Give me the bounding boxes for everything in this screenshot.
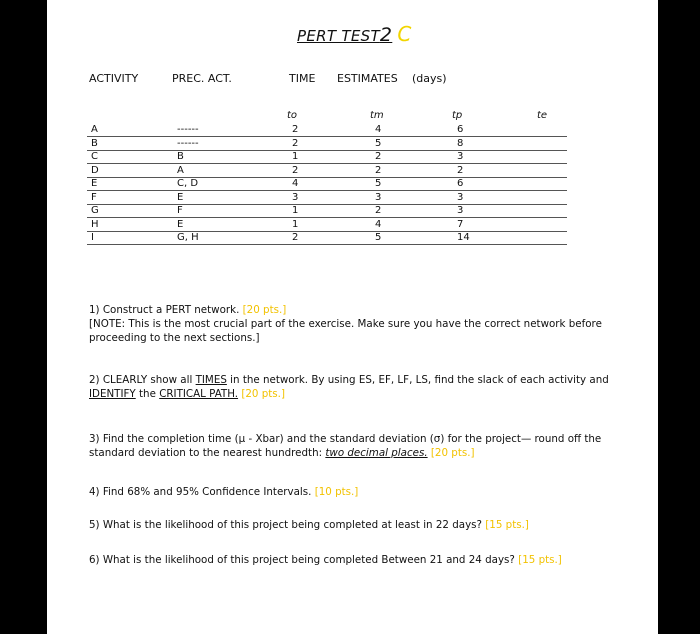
cell-tp: 7 [457, 218, 464, 230]
title-letter: C [397, 22, 412, 46]
header-time: TIME [289, 72, 316, 85]
cell-tm: 2 [375, 164, 382, 176]
cell-tm: 4 [375, 218, 382, 230]
header-activity: ACTIVITY [89, 72, 139, 85]
page-title [297, 22, 412, 46]
q5-points: [15 pts.] [485, 519, 529, 531]
cell-to: 4 [292, 178, 299, 189]
cell-tp: 6 [457, 124, 464, 135]
cell-tp: 2 [457, 164, 464, 176]
cell-to: 2 [292, 232, 299, 243]
cell-to: 2 [292, 137, 299, 149]
q6-points: [15 pts.] [518, 554, 562, 566]
table-row [87, 151, 567, 164]
question-6 [89, 553, 649, 567]
cell-tp: 6 [457, 178, 464, 189]
q2-identify: IDENTIFY [89, 388, 136, 400]
table-row [87, 124, 567, 137]
cell-act: E [91, 178, 98, 189]
cell-tp: 14 [457, 232, 470, 243]
title-text: PERT TEST [297, 27, 380, 45]
table-row [87, 192, 567, 205]
cell-prec: G, H [177, 232, 199, 243]
q1-text: 1) Construct a PERT network. [89, 304, 240, 316]
cell-tm: 4 [375, 124, 382, 135]
q3-text: 3) Find the completion time (μ - Xbar) and the standard deviation (σ) for the project— round off the standard deviation to the nearest hundredth: [89, 433, 602, 459]
header-prec: PREC. ACT. [172, 72, 232, 85]
cell-act: I [91, 232, 94, 243]
q5-text: 5) What is the likelihood of this project being completed at least in 22 days? [89, 519, 482, 531]
q3-points: [20 pts.] [430, 447, 475, 459]
cell-tp: 3 [457, 151, 464, 162]
title-number: 2 [379, 24, 393, 46]
cell-act: D [91, 164, 99, 176]
cell-to: 2 [292, 164, 299, 176]
cell-to: 2 [292, 124, 299, 135]
question-2 [89, 373, 649, 401]
subheader-tp: tp [452, 110, 463, 121]
subheader-tm: tm [370, 110, 384, 121]
question-3 [89, 432, 649, 460]
document-page [47, 0, 658, 634]
cell-act: C [91, 151, 98, 162]
table-row [87, 205, 567, 218]
cell-to: 3 [292, 191, 299, 203]
cell-tm: 2 [375, 205, 382, 216]
cell-tm: 2 [375, 151, 382, 162]
cell-prec: C, D [177, 178, 199, 189]
cell-prec: B [177, 151, 184, 162]
cell-tp: 8 [457, 137, 464, 149]
question-4 [89, 485, 649, 499]
table-row [87, 165, 567, 178]
q6-text: 6) What is the likelihood of this project being completed Between 21 and 24 days? [89, 554, 515, 566]
q2-times: TIMES [195, 374, 227, 386]
cell-to: 1 [292, 151, 299, 162]
q1-note: [NOTE: This is the most crucial part of the exercise. Make sure you have the correct network before proceeding to the next sections.] [89, 318, 602, 344]
q3-decimals: two decimal places. [325, 447, 428, 459]
cell-tm: 3 [375, 191, 382, 203]
cell-act: A [91, 124, 98, 135]
cell-to: 1 [292, 205, 299, 216]
cell-tm: 5 [375, 232, 382, 243]
q4-points: [10 pts.] [314, 486, 359, 498]
q2-part-e: the [139, 388, 156, 400]
q4-text: 4) Find 68% and 95% Confidence Intervals. [89, 486, 312, 498]
table-row [87, 178, 567, 191]
subheader-to: to [287, 110, 298, 121]
cell-prec: ------ [177, 124, 199, 135]
table-row [87, 232, 567, 245]
cell-act: F [91, 191, 97, 203]
cell-tm: 5 [375, 137, 382, 149]
cell-tp: 3 [457, 191, 464, 203]
cell-act: H [91, 218, 99, 230]
q2-points: [20 pts.] [241, 388, 285, 400]
q2-part-a: 2) CLEARLY show all [89, 374, 193, 386]
cell-prec: F [177, 205, 183, 216]
q1-points: [20 pts.] [242, 304, 287, 316]
question-5 [89, 518, 649, 532]
q2-critical-path: CRITICAL PATH. [159, 388, 239, 400]
cell-to: 1 [292, 218, 299, 230]
header-days: (days) [412, 72, 447, 85]
cell-prec: ------ [177, 137, 199, 149]
question-1 [89, 303, 649, 345]
q2-part-c: in the network. By using ES, EF, LF, LS, find the slack of each activity and [230, 374, 609, 386]
cell-tp: 3 [457, 205, 464, 216]
table-row [87, 138, 567, 151]
cell-act: G [91, 205, 99, 216]
cell-prec: A [177, 164, 184, 176]
subheader-te: te [537, 110, 548, 121]
cell-prec: E [177, 218, 184, 230]
cell-prec: E [177, 191, 184, 203]
cell-act: B [91, 137, 98, 149]
header-estimates: ESTIMATES [337, 72, 398, 85]
table-row [87, 219, 567, 232]
cell-tm: 5 [375, 178, 382, 189]
